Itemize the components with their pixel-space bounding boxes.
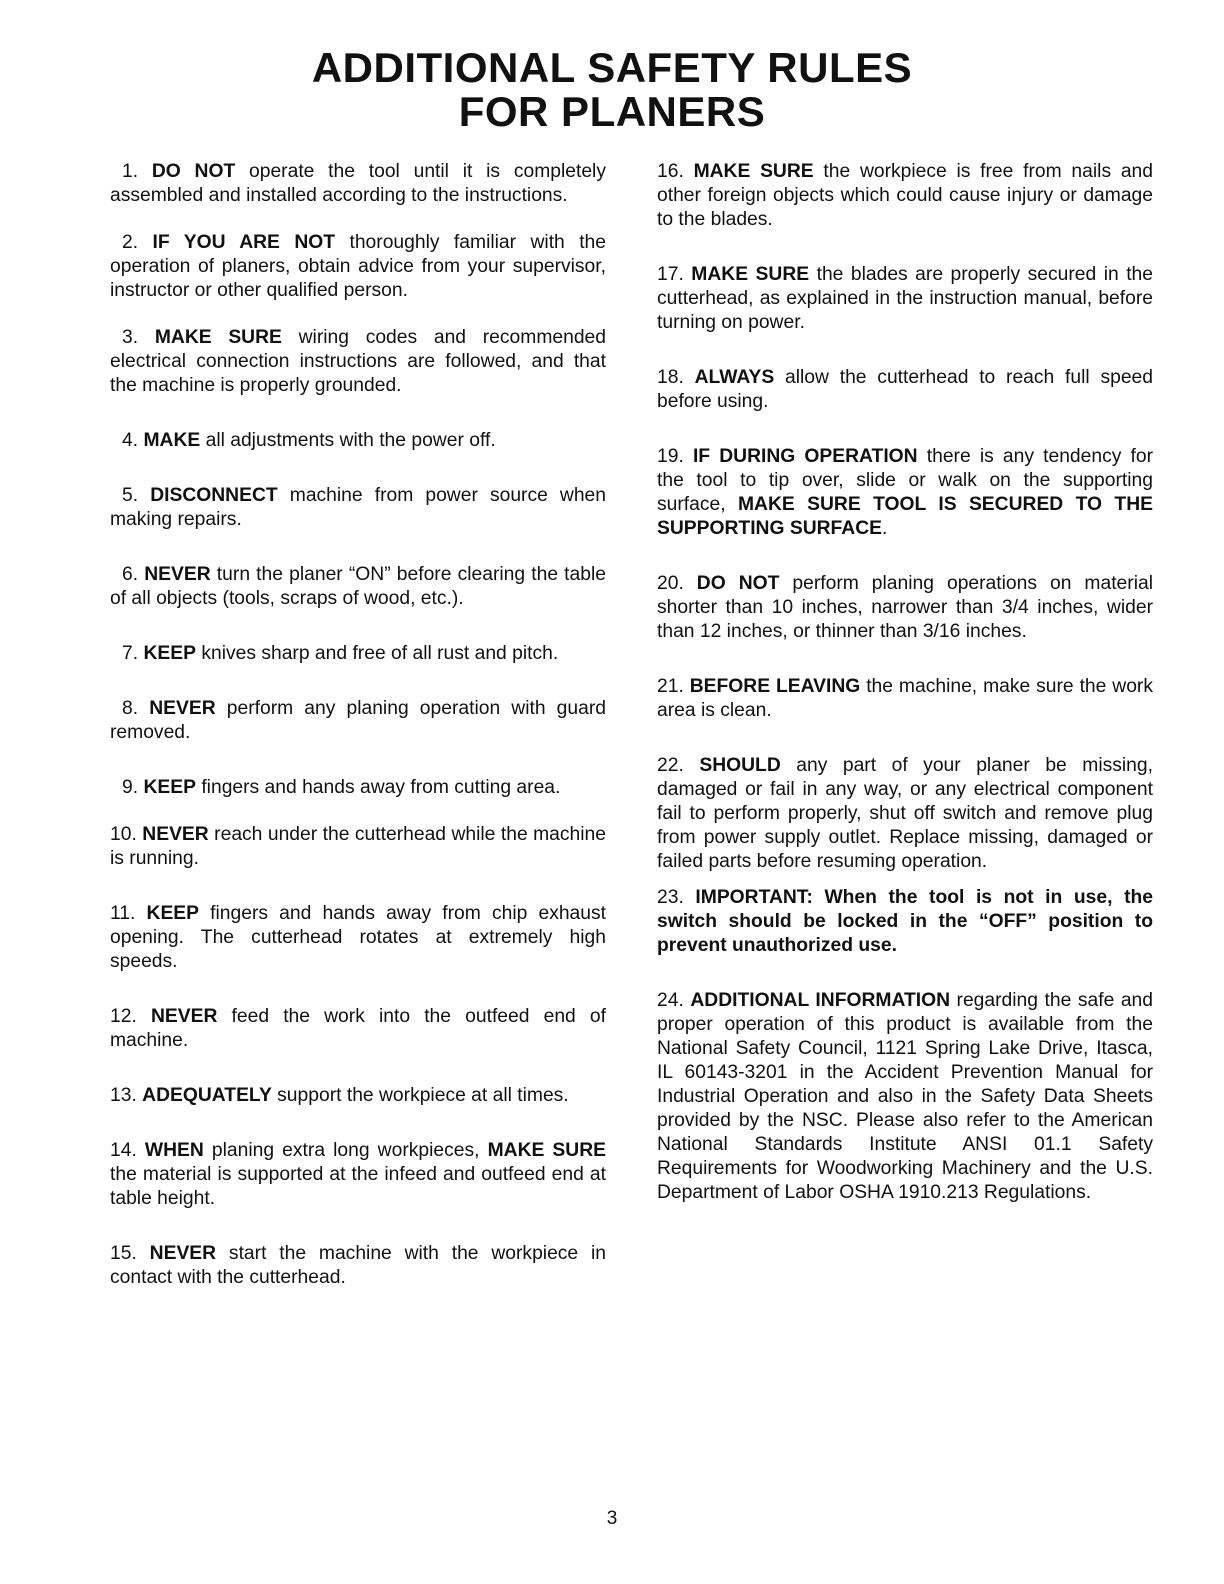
rule-6: 6. NEVER turn the planer “ON” before clearing the table of all objects (tools, scraps of wood, etc.).: [110, 564, 606, 609]
rule-21: 21. BEFORE LEAVING the machine, make sure the work area is clean.: [657, 676, 1153, 721]
rule-11: 11. KEEP fingers and hands away from chip exhaust opening. The cutterhead rotates at extremely high speeds.: [110, 903, 606, 972]
rule-9: 9. KEEP fingers and hands away from cutting area.: [122, 777, 561, 798]
rule-17: 17. MAKE SURE the blades are properly secured in the cutterhead, as explained in the instruction manual, before turning on power.: [657, 264, 1154, 333]
left-column: [110, 160, 606, 1290]
rule-3: 3. MAKE SURE wiring codes and recommended electrical connection instructions are followed, and that the machine is properly grounded.: [110, 327, 607, 396]
rule-4: 4. MAKE all adjustments with the power off.: [122, 430, 496, 451]
rule-7: 7. KEEP knives sharp and free of all rust and pitch.: [122, 643, 559, 664]
page-title-line-1: ADDITIONAL SAFETY RULES: [311, 44, 913, 91]
rule-12: 12. NEVER feed the work into the outfeed end of machine.: [110, 1006, 606, 1051]
rule-14: 14. WHEN planing extra long workpieces, MAKE SURE the material is supported at the infeed and outfeed end at table height.: [110, 1140, 607, 1209]
rule-5: 5. DISCONNECT machine from power source when making repairs.: [110, 485, 606, 530]
page-number: 3: [606, 1508, 618, 1529]
rule-24: 24. ADDITIONAL INFORMATION regarding the safe and proper operation of this product is available from the National Safety Council, 1121 Spring Lake Drive, Itasca, IL 60143-3201 in the Accident Prevention Manual for Industrial Operation and also in the Safety Data Sheets provided by the NSC. Please also refer to the American National Standards Institute ANSI 01.1 Safety Requirements for Woodworking Machinery and the U.S. Department of Labor OSHA 1910.213 Regulations.: [657, 990, 1154, 1203]
rule-20: 20. DO NOT perform planing operations on material shorter than 10 inches, narrower than 3/4 inches, wider than 12 inches, or thinner than 3/16 inches.: [657, 573, 1153, 642]
rule-8: 8. NEVER perform any planing operation with guard removed.: [110, 698, 606, 743]
rule-2: 2. IF YOU ARE NOT thoroughly familiar with the operation of planers, obtain advice from your supervisor, instructor or other qualified person.: [110, 232, 606, 301]
rule-1: 1. DO NOT operate the tool until it is completely assembled and installed according to the instructions.: [110, 161, 606, 206]
rule-16: 16. MAKE SURE the workpiece is free from nails and other foreign objects which could cause injury or damage to the blades.: [657, 161, 1153, 230]
page-title: [0, 46, 1224, 134]
rule-23: 23. IMPORTANT: When the tool is not in use, the switch should be locked in the “OFF” position to prevent unauthorized use.: [657, 887, 1153, 956]
right-column: [657, 160, 1153, 1205]
rule-10: 10. NEVER reach under the cutterhead while the machine is running.: [110, 824, 606, 869]
rule-22: 22. SHOULD any part of your planer be missing, damaged or fail in any way, or any electrical component fail to perform properly, shut off switch and remove plug from power supply outlet. Replace missing, damaged or failed parts before resuming operation.: [657, 755, 1153, 872]
rule-18: 18. ALWAYS allow the cutterhead to reach full speed before using.: [657, 367, 1153, 412]
rule-13: 13. ADEQUATELY support the workpiece at all times.: [110, 1085, 569, 1106]
page-title-line-2: FOR PLANERS: [458, 88, 766, 135]
rule-19: 19. IF DURING OPERATION there is any tendency for the tool to tip over, slide or walk on the supporting surface, MAKE SURE TOOL IS SECURED TO THE SUPPORTING SURFACE.: [657, 446, 1154, 539]
rule-15: 15. NEVER start the machine with the workpiece in contact with the cutterhead.: [110, 1243, 606, 1288]
